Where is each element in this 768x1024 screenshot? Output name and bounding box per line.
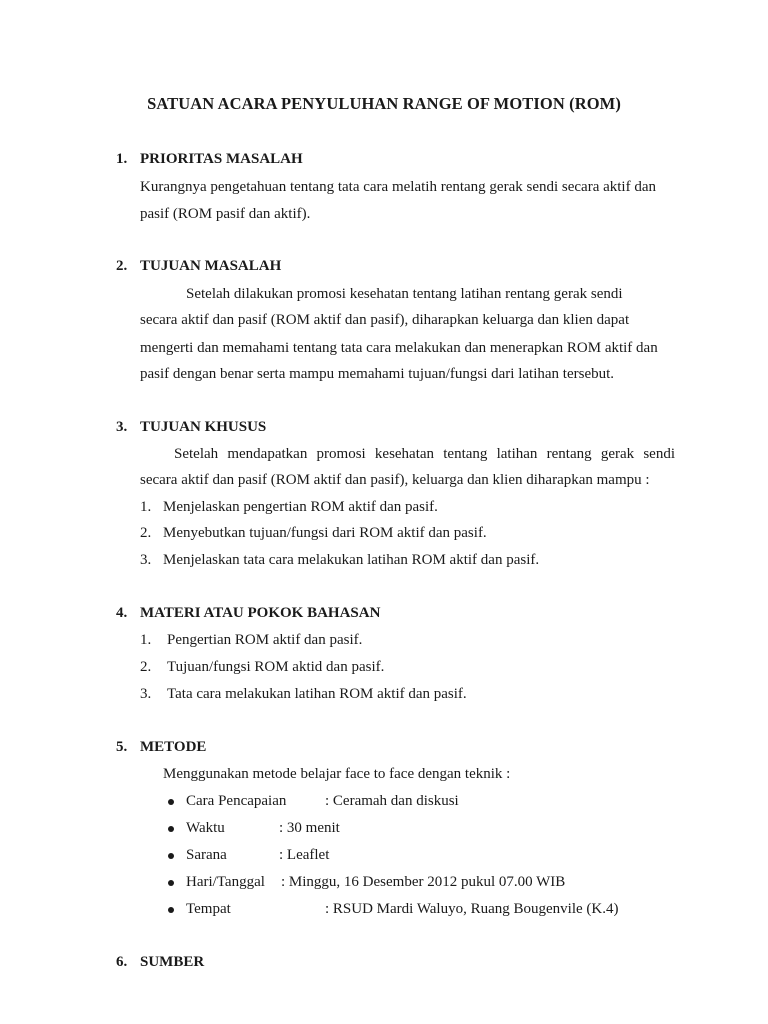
list-item: Menyebutkan tujuan/fungsi dari ROM aktif dan pasif. xyxy=(163,525,487,541)
list-number: 2. xyxy=(140,659,152,675)
bullet-label: Sarana xyxy=(186,847,227,863)
bullet-label: Cara Pencapaian xyxy=(186,793,287,809)
paragraph-line: Setelah dilakukan promosi kesehatan tentang latihan rentang gerak sendi xyxy=(186,286,623,302)
bullet-value: : RSUD Mardi Waluyo, Ruang Bougenvile (K.4) xyxy=(325,901,619,917)
bullet-label: Hari/Tanggal xyxy=(186,874,265,890)
section-number: 3. xyxy=(116,419,128,435)
section-number: 6. xyxy=(116,954,128,970)
paragraph-line: pasif dengan benar serta mampu memahami tujuan/fungsi dari latihan tersebut. xyxy=(140,366,615,382)
list-item: Tata cara melakukan latihan ROM aktif dan pasif. xyxy=(167,686,467,702)
list-item: Menjelaskan pengertian ROM aktif dan pasif. xyxy=(163,499,438,515)
section-number: 2. xyxy=(116,258,128,274)
list-item: Menjelaskan tata cara melakukan latihan ROM aktif dan pasif. xyxy=(163,552,540,568)
paragraph-line: pasif (ROM pasif dan aktif). xyxy=(140,206,311,222)
bullet-icon xyxy=(168,799,174,805)
bullet-icon xyxy=(168,907,174,913)
bullet-value: : Minggu, 16 Desember 2012 pukul 07.00 WIB xyxy=(281,874,566,890)
list-item: Pengertian ROM aktif dan pasif. xyxy=(167,632,363,648)
document-title: SATUAN ACARA PENYULUHAN RANGE OF MOTION (ROM) xyxy=(147,94,621,113)
paragraph-line: Setelah mendapatkan promosi kesehatan tentang latihan rentang gerak sendi xyxy=(174,446,675,462)
section-heading: TUJUAN KHUSUS xyxy=(140,419,267,435)
list-number: 2. xyxy=(140,525,152,541)
section-heading: SUMBER xyxy=(140,954,205,970)
bullet-icon xyxy=(168,880,174,886)
list-number: 3. xyxy=(140,686,152,702)
list-number: 3. xyxy=(140,552,152,568)
section-heading: TUJUAN MASALAH xyxy=(140,258,282,274)
bullet-label: Waktu xyxy=(186,820,225,836)
list-number: 1. xyxy=(140,499,152,515)
bullet-icon xyxy=(168,826,174,832)
bullet-value: : Leaflet xyxy=(279,847,330,863)
section-heading: MATERI ATAU POKOK BAHASAN xyxy=(140,605,381,621)
paragraph-line: secara aktif dan pasif (ROM aktif dan pasif), keluarga dan klien diharapkan mampu : xyxy=(140,472,650,488)
bullet-icon xyxy=(168,853,174,859)
paragraph-line: mengerti dan memahami tentang tata cara melakukan dan menerapkan ROM aktif dan xyxy=(140,340,658,356)
section-heading: PRIORITAS MASALAH xyxy=(140,151,303,167)
bullet-value: : Ceramah dan diskusi xyxy=(325,793,459,809)
list-number: 1. xyxy=(140,632,152,648)
section-number: 4. xyxy=(116,605,128,621)
section-heading: METODE xyxy=(140,739,207,755)
bullet-label: Tempat xyxy=(186,901,231,917)
section-number: 1. xyxy=(116,151,128,167)
bullet-value: : 30 menit xyxy=(279,820,340,836)
paragraph-line: Kurangnya pengetahuan tentang tata cara melatih rentang gerak sendi secara aktif dan xyxy=(140,179,657,195)
paragraph-line: Menggunakan metode belajar face to face dengan teknik : xyxy=(163,766,511,782)
paragraph-line: secara aktif dan pasif (ROM aktif dan pasif), diharapkan keluarga dan klien dapat xyxy=(140,312,630,328)
list-item: Tujuan/fungsi ROM aktid dan pasif. xyxy=(167,659,385,675)
section-number: 5. xyxy=(116,739,128,755)
